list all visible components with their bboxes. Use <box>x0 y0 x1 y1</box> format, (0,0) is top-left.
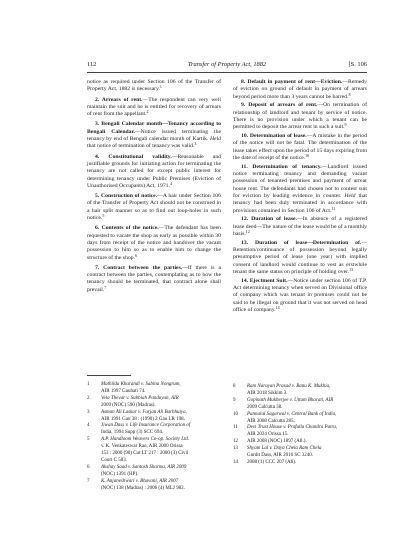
heading-contract-between-parties: 7. Contract between the parties. <box>95 264 183 271</box>
paragraph-9: 9. Deposit of arrears of rent.—On termination of relationship of landlord and tenant by service of notice. There is no provision under which a tenant can be permitted to deposit the arrear rent in such a suit.$^9$ <box>233 102 367 131</box>
footnote-4: 4 Jiwan Dass v. Life Insurance Corporation of India, 1994 Supp (3) SCC 694. <box>87 423 191 436</box>
footnote-10: 10 Pannalal Sagarwal v. Central Bank of India, AIR 2008 Calcutta 285. <box>233 411 337 424</box>
header-rule <box>87 72 367 73</box>
heading-duration-of-lease: 12. Duration of lease. <box>241 216 297 223</box>
heading-construction-of-notice: 5. Construction of notice. <box>95 193 158 200</box>
heading-constitutional-validity: 4. Constitutional validity. <box>95 153 172 160</box>
footnote-13: 13 Shyam Lal v. Daya Chela Ram Chela Gurdit Dass, AIR 2016 SC 3240. <box>233 446 322 459</box>
footnotes-left <box>87 382 221 493</box>
paragraph-8: 8. Default in payment of rent—Eviction.—Remedy of eviction on ground of default in payment of arrears beyond period more than 3 years cannot be barred.$^8$ <box>233 79 367 100</box>
heading-ejectment-suit: 14. Ejectment Suit. <box>241 277 288 284</box>
footnote-6: 6 Akshay Saad v. Santosh Sharma, AIR 2009 (NOC) 1391 (HP). <box>87 464 187 477</box>
footnote-5: 5 A.P. Handloom Weavers Co-op. Society Ltd. v. K. Venkateswar Rao, AIR 2000 Orissa 153 : 2000 (90) Cut LT 217 : 2000 (3) Civil Court C 503. <box>87 437 190 463</box>
left-column <box>87 79 221 294</box>
footnotes-right <box>233 384 367 467</box>
heading-duration-determination: 13. Duration of lease—Determination of. <box>241 239 362 246</box>
footnote-2: 2 Vela Thevar v. Subbiah Pandayan, AIR 2009 (NOC) 590 (Madras). <box>87 395 179 408</box>
footnote-1: 1 Mathilda Kharandi v. Sabina Nongrum, AIR 1997 Gauhati 74. <box>87 382 181 394</box>
paragraph-10: 10. Determination of lease.—A mistake in the period of the notice will not be fatal. The determination of the lease takes effect upon the period of 15 days expiring from the date of receipt of the notice.$^{10}$ <box>233 133 367 161</box>
footnote-14: 14 2008 (1) CCC 207 (All). <box>233 459 297 465</box>
paragraph-14: 14. Ejectment Suit.—Notice under section 106 of T.P. Act determining tenancy when served on Divisional office of company which was tenant in premises could not be said to be illegal on ground that it was not served on head office of company.$^{14}$ <box>233 277 368 313</box>
paragraph-4: 4. Constitutional validity.—Reasonable and justifiable grounds for initiating action for terminating the tenancy are not called for except public interest for determining tenancy under Public Premises (Eviction of Unauthorised Occupants) Act, 1971.$^4$ <box>87 153 222 189</box>
paragraph-1: notice as required under Section 106 of the Transfer of Property Act, 1882 is necessary.$^1$ <box>87 79 221 93</box>
paragraph-3: 3. Bengali Calendar month—Tenancy according to Bengali Calendar.—Notice issued terminating the tenancy by end of Bengali calendar month of Kartik. Held that notice of termination of tenancy was valid.$^3$ <box>87 121 222 150</box>
paragraph-6: 6. Contents of the notice.—The defendant has been requested to vacate the shop as early as possible within 30 days from receipt of the notice and handover the vacant possession to him so as to enable him to change the structure of the shop.$^6$ <box>87 225 221 261</box>
footnote-7: 7 K. Anjaneshwari v. Bhavani, AIR 2007 (NOC) 138 (Madras) : 2006 (4) MLJ 982. <box>87 478 185 491</box>
footnote-9: 9 Gopinath Mukherjee v. Uttam Bharati, AIR 2009 Calcutta 38. <box>233 397 334 410</box>
paragraph-11: 11. Determination of tenancy.—Landlord issued notice terminating tenancy and demanding vacant possession of tenanted premises and payment of arrear house rent. The defendants had chosen not to contest suit for eviction by leading evidence in counter. Held that tenancy had been duly terminated in accordance with provisions contained in Section 106 of Act.$^{11}$ <box>233 163 367 214</box>
running-header <box>87 60 367 70</box>
footnote-8: 8 Ram Narayan Prasad v. Banu K. Mukhia, AIR 2018 Sikkim 3. <box>233 384 331 396</box>
paragraph-12: 12. Duration of lease.—In absence of a registered lease deed—The nature of the lease would be of a monthly basis.$^{12}$ <box>233 216 368 237</box>
footnote-3: 3 Asman Ali Laskar v. Farjan Ali Barbhuiya, AIR 1991 Gau 38 : (1990) 2 Gau LR 198. <box>87 409 187 422</box>
heading-bengali-calendar: 3. Bengali Calendar month—Tenancy according to Bengali Calendar. <box>87 121 221 135</box>
footnote-12: 12 AIR 2008 (NOC) 1897 (All.). <box>233 439 307 445</box>
heading-default-in-payment: 8. Default in payment of rent—Eviction. <box>241 79 343 85</box>
right-column <box>233 79 367 314</box>
paragraph-5: 5. Construction of notice.—A hair under Section 106 of the Transfer of Property Act should not be construed in a hair split manner so as to find out loop-holes in such notice.$^5$ <box>87 193 221 222</box>
footnote-rule <box>87 375 131 376</box>
section-marker: [S. 106 <box>348 61 367 68</box>
paragraph-2: 2. Arrears of rent.—The respondent can very well maintain the suit and he is entitled for recovery of arrears of rent from the appellant.$^2$ <box>87 96 221 118</box>
footnote-11: 11 Devi Trust House v. Prafulla Chandra Patra, AIR 2024 Orissa 15. <box>233 425 338 438</box>
page-number: 112 <box>87 61 97 68</box>
heading-arrears-of-rent: 2. Arrears of rent. <box>95 96 143 103</box>
heading-determination-of-tenancy: 11. Determination of tenancy. <box>241 163 322 170</box>
paragraph-13: 13. Duration of lease—Determination of.—Retention/continuance of possession beyond legally presumptive period of lease (one year) with implied consent of landlord would continue to vest as erstwhile tenant the same status on principle of holding over.$^{13}$ <box>233 239 367 275</box>
paragraph-7: 7. Contract between the parties.—If there is a contract between the parties, contemplating as to how the tenancy should be terminated, that contract alone shall prevail.$^7$ <box>87 264 221 293</box>
heading-deposit-of-arrears: 9. Deposit of arrears of rent. <box>241 102 318 109</box>
heading-determination-of-lease: 10. Determination of lease. <box>241 133 307 140</box>
heading-contents-of-notice: 6. Contents of the notice. <box>95 225 159 232</box>
running-title: Transfer of Property Act, 1882 <box>187 61 267 68</box>
